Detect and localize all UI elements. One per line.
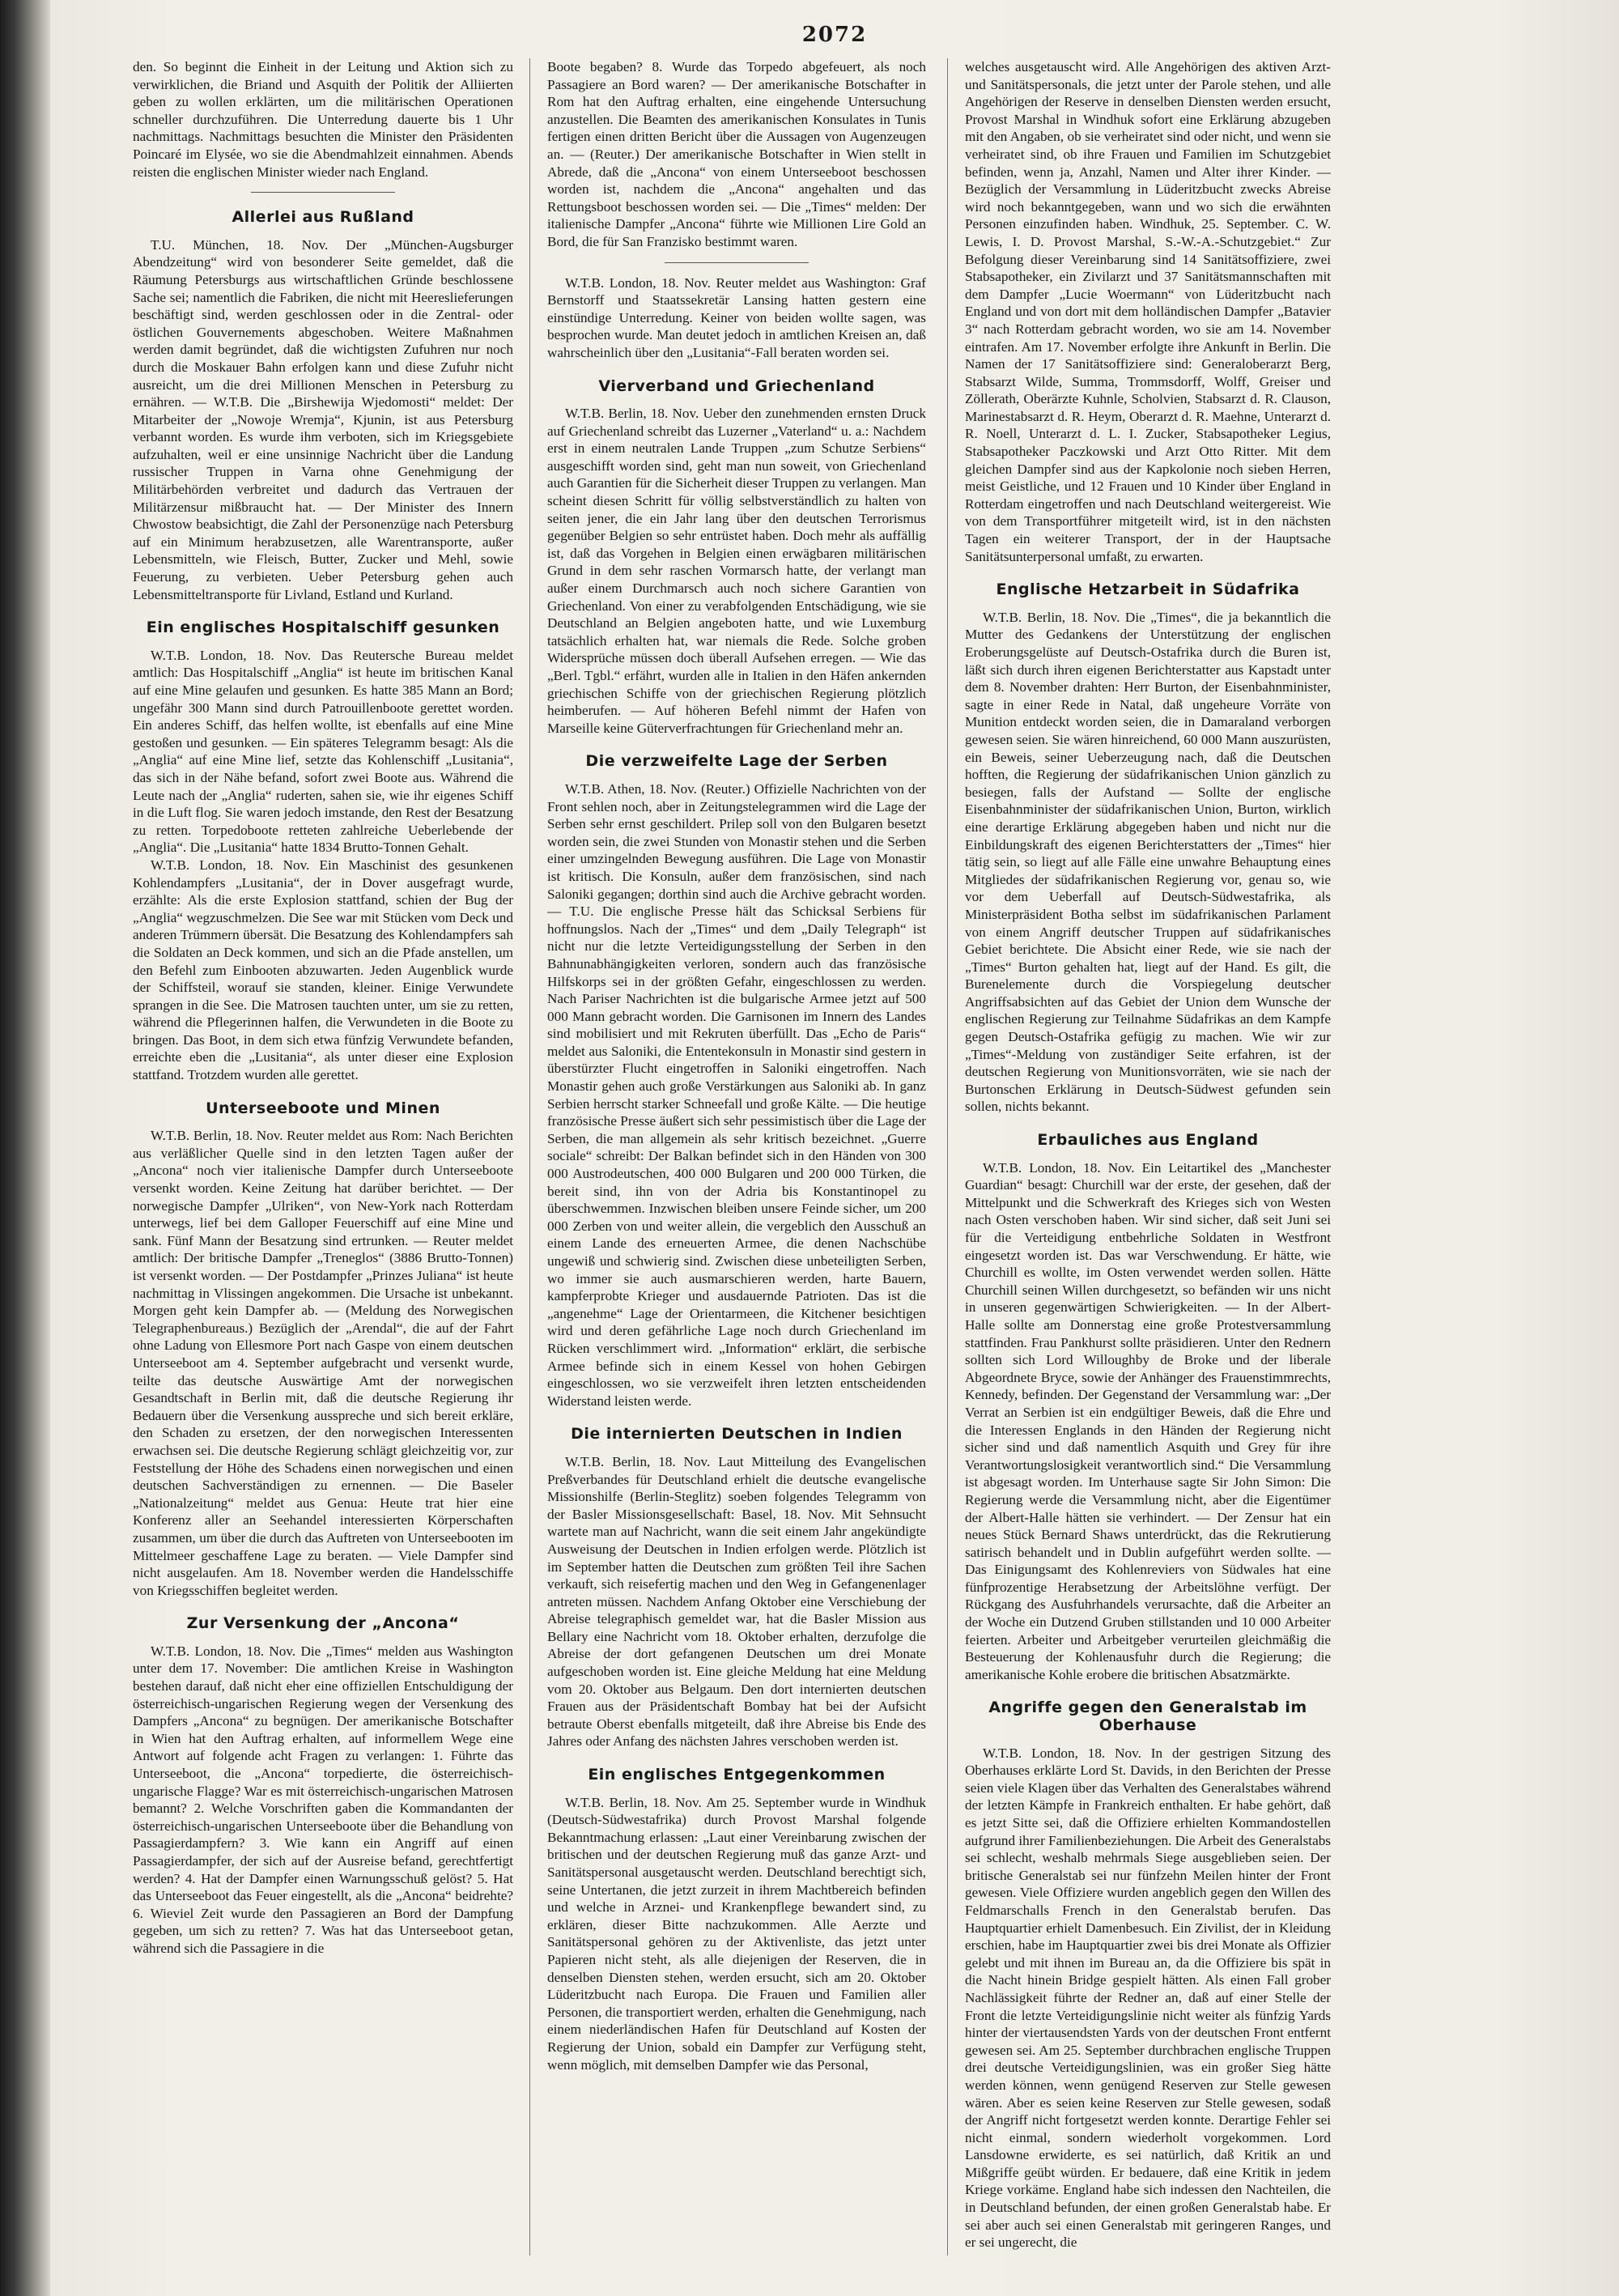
article-continuation: Boote begaben? 8. Wurde das Torpedo abgefeuert, als noch Passagiere an Bord waren? — Der amerikanische Botschafter in Rom hat den Auftrag erhalten, eine eingehende Untersuchung anzustellen. Die Beamten des amerikanischen Konsulates in Tunis fertigen einen dritten Bericht über die Aussagen von Augenzeugen an. — (Reuter.) Der amerikanische Botschafter in Wien stellt in Abrede, daß die „Ancona“ von einem Unterseeboot beschossen worden ist, nachdem die „Ancona“ angehalten und das Rettungsboot beschossen worden sei. — Die „Times“ melden: Der italienische Dampfer „Ancona“ führte wie Millionen Lire Gold an Bord, die für San Franzisko bestimmt waren. [547, 59, 926, 249]
article-text: W.T.B. London, 18. Nov. In der gestrigen Sitzung des Oberhauses erklärte Lord St. Davids, in den Berichten der Presse seien viele Klagen über das Verhalten des Generalstabes während der letzten Kämpfe in Frankreich enthalten. Er habe gehört, daß es jetzt Sitte sei, daß die Offiziere erhielten Kommandostellen aufgrund ihrer Familienbeziehungen. Die Arbeit des Generalstabs sei schlecht, weshalb mehrmals Siege ausgeblieben seien. Der britische Generalstab sei nur fünfzehn Meilen hinter der Front gewesen. Viele Offiziere wurden angeblich gegen den Willen des Feldmarschalls French in den Generalstab berufen. Das Hauptquartier erhielt Damenbesuch. Ein Zivilist, der in Kleidung erschien, habe im Hauptquartier zwei bis drei Monate als Offizier gelebt und mit ihnen im Bureau an, da die Offiziere bis spät in die Nacht hinein Bridge gespielt hätten. Als einen Fall grober Nachlässigkeit führte der Redner an, daß auf einer Stelle der Front die letzte Verteidigungslinie nicht weiter als fünfzig Yards hinter der viertausendsten Yards von der deutschen Front entfernt gewesen sei. Am 25. September durchbrachen englische Truppen drei deutsche Verteidigungslinien, was ein großer Sieg hätte werden können, wenn genügend Reserven zur Stelle gewesen wären. Aber es seien keine Reserven zur Stelle gewesen, sodaß der Angriff nicht fortgesetzt werden konnte. Derartige Fehler sei nicht einmal, sondern wiederholt vorgekommen. Lord Lansdowne erwiderte, es sei natürlich, daß Kritik an und Mißgriffe geübt würden. Er bedauere, daß eine Kritik in jedem Kriege vorkäme. England habe sich indessen den Nachteilen, die in Deutschland befunden, der einen großen Generalstab habe. Er sei aber auch sei einen Generalstab mit geringeren Ranges, und er sei ungerecht, die [965, 1745, 1331, 2251]
article-text: W.T.B. Athen, 18. Nov. (Reuter.) Offizielle Nachrichten von der Front sehlen noch, aber in Zeitungstelegrammen wird die Lage der Serben sehr ernst geschildert. Prilep soll von den Bulgaren besetzt worden sein, die zwei Stunden von Monastir stehen und die Serben einer umzingelnden Bewegung ausführen. Die Lage von Monastir ist kritisch. Die Konsuln, außer dem französischen, sind nach Saloniki gegangen; dorthin sind auch die Archive gebracht worden. — T.U. Die englische Presse hält das Schicksal Serbiens für hoffnungslos. Nach der „Times“ und dem „Daily Telegraph“ ist nicht nur die letzte Verteidigungsstellung der Serben in den Bahnunabhängigkeiten verloren, sondern auch das französische Hilfskorps sei in der größten Gefahr, eingeschlossen zu werden. Nach Pariser Nachrichten ist die bulgarische Armee jetzt auf 500 000 Mann gebracht worden. Die Garnisonen im Innern des Landes sind mobilisiert und mit Rekruten überfüllt. Das „Echo de Paris“ meldet aus Saloniki, die Ententekonsuln in Monastir sind gestern in überstürzter Flucht eingetroffen in Saloniki eingetroffen. Nach Monastir gehen auch große Verstärkungen aus Saloniki ab. In ganz Serbien herrscht starker Schneefall und große Kälte. — Die heutige französische Presse äußert sich sehr pessimistisch über die Lage der Serben, die man allgemein als sehr kritisch bezeichnet. „Guerre sociale“ schreibt: Der Balkan befindet sich in den Händen von 300 000 Austrodeutschen, 400 000 Bulgaren und 200 000 Türken, die bereit sind, ihn von der Adria bis Konstantinopel zu überschwemmen. Inzwischen bleiben unsere Feinde sicher, um 200 000 Zerben von und weiter allein, die vergeblich den Ausschuß an einem Lande des erneuerten Armee, die denen Nachschübe ungewiß und schwierig sind. Zwischen diese unbeteiligten Serben, wo immer sie auch ausmarschieren werden, harte Bauern, kampferprobte Krieger und ausdauernde Patrioten. Das ist die „angenehme“ Lage der Orientarmeen, die Kitchener besichtigen wird und deren gefährliche Lage noch durch Griechenland im Rücken verschlimmert wird. „Information“ erklärt, die serbische Armee befinde sich in einem Kessel von hohen Gebirgen eingeschlossen, wo sie verzweifelt ihren letzten entscheidenden Widerstand leisten werde. [547, 780, 926, 1409]
book-spine [0, 0, 50, 2296]
article-text: W.T.B. London, 18. Nov. Das Reutersche Bureau meldet amtlich: Das Hospitalschiff „Anglia“ ist heute im britischen Kanal auf eine Mine gelaufen und gesunken. Es hatte 385 Mann an Bord; ungefähr 300 Mann sind durch Patrouillenboote gerettet worden. Ein anderes Schiff, das helfen wollte, ist ebenfalls auf eine Mine gestoßen und gesunken. — Ein späteres Telegramm besagt: Als die „Anglia“ auf eine Mine lief, setzte das Kohlenschiff „Lusitania“, das sich in der Nähe befand, sofort zwei Boote aus. Während die Leute nach der „Anglia“ ruderten, sahen sie, wie ihr eigenes Schiff in die Luft flog. Sie waren jedoch imstande, den Rest der Besatzung zu retten. Torpedoboote retteten zahlreiche Ueberlebende der „Anglia“. Die „Lusitania“ hatte 1834 Brutto-Tonnen Gehalt. [133, 647, 513, 856]
article-text: W.T.B. London, 18. Nov. Reuter meldet aus Washington: Graf Bernstorff und Staatssekretär Lansing hatten gestern eine einstündige Unterredung. Keiner von beiden wollte sagen, was besprochen wurde. Man deutet jedoch in amtlichen Kreisen an, daß wahrscheinlich über den „Lusitania“-Fall beraten worden sei. [547, 274, 926, 360]
headline: Die internierten Deutschen in Indien [571, 1425, 903, 1444]
article-text: W.T.B. Berlin, 18. Nov. Reuter meldet aus Rom: Nach Berichten aus verläßlicher Quelle sind in den letzten Tagen außer der „Ancona“ noch vier italienische Dampfer durch Unterseeboote versenkt worden. Keine Zeitung hat darüber berichtet. — Der norwegische Dampfer „Ulriken“, von New-York nach Rotterdam unterwegs, lief bei dem Galloper Feuerschiff auf eine Mine und sank. Fünf Mann der Besatzung sind ertrunken. — Reuter meldet amtlich: Der britische Dampfer „Treneglos“ (3886 Brutto-Tonnen) ist versenkt worden. — Der Postdampfer „Prinzes Juliana“ ist heute nachmittag in Vlissingen angekommen. Die Ursache ist unbekannt. Morgen geht kein Dampfer ab. — (Meldung des Norwegischen Telegraphenbureaus.) Bezüglich der „Arendal“, die auf der Fahrt ohne Ladung von Ellesmore Port nach Gaspe von einem deutschen Unterseeboot am 4. September aufgebracht und versenkt wurde, teilte das deutsche Auswärtige Amt der norwegischen Gesandtschaft in Berlin mit, daß die deutsche Regierung ihr Bedauern über die Versenkung ausspreche und sich bereit erkläre, den Schaden zu ersetzen, der den norwegischen Interessenten erwachsen sei. Die deutsche Regierung schlägt gleichzeitig vor, zur Feststellung der Höhe des Schadens einen norwegischen und einen deutschen Sachverständigen zu ernennen. — Die Baseler „Nationalzeitung“ meldet aus Genua: Heute trat hier eine Konferenz aller an Seehandel interessierten Körperschaften zusammen, um über die durch das Auftreten von Unterseebooten im Mittelmeer geschaffene Lage zu beraten. — Viele Dampfer sind nicht ausgelaufen. Am 18. November werden die Handelsschiffe von Kriegsschiffen begleitet werden. [133, 1128, 513, 1598]
article-text: W.T.B. Berlin, 18. Nov. Ueber den zunehmenden ernsten Druck auf Griechenland schreibt das Luzerner „Vaterland“ u. a.: Nachdem erst in einem neutralen Lande Truppen „zum Schutze Serbiens“ ausgeschifft worden sind, geht man nun soweit, von Griechenland auch Garantien für die Sicherheit dieser Truppen zu verlangen. Man scheint diesen Schritt für völlig selbstverständlich zu halten von seiten jener, die ein Jahr lang über den deutschen Terrorismus gegenüber Belgien so sehr entrüstet haben. Doch mehr als auffällig ist, daß das Vorgehen in Belgien einen erwägbaren militärischen Grund in dem sehr raschen Vormarsch hatte, der verlangt man außer einem Durchmarsch auch noch sichere Garantien von Griechenland. Von einer zu verabfolgenden Entschädigung, wie sie Deutschland an Belgien angeboten hatte, und wie Luxemburg tatsächlich erhalten hat, war niemals die Rede. Solche groben Widersprüche müssen doch überall Aufsehen erregen. — Wie das „Berl. Tgbl.“ erfährt, wurden alle in Italien in den Häfen ankernden griechischen Schiffe von der griechischen Regierung plötzlich heimberufen. — Auf höheren Befehl nimmt der Hafen von Marseille keine Güterverfrachtungen für Griechenland mehr an. [547, 406, 926, 736]
headline: Erbauliches aus England [1037, 1131, 1259, 1150]
headline: Allerlei aus Rußland [232, 208, 414, 227]
article-text: W.T.B. London, 18. Nov. Ein Leitartikel des „Manchester Guardian“ besagt: Churchill war der erste, der gesehen, daß der Mittelpunkt und die Schwerkraft des Krieges sich von Westen nach Osten verschoben haben. Wir sind sicher, daß seit Juni sei für die Verteidigung entbehrliche Soldaten in Westfront eingesetzt worden ist. Das war Verschwendung. Er hätte, wie Churchill es wollte, im Osten verwendet werden sollen. Hätte Churchill seinen Willen durchgesetzt, so befänden wir uns nicht in unseren gegenwärtigen Schwierigkeiten. — In der Albert-Halle sollte am Donnerstag eine große Protestversammlung stattfinden. Frau Pankhurst sollte präsidieren. Unter den Rednern sollten sich Lord Willoughby de Broke und der liberale Abgeordnete Bryce, sowie der Anhänger des Frauenstimmrechts, Kennedy, befinden. Der Gegenstand der Versammlung war: „Der Verrat an Serbien ist ein endgültiger Beweis, daß die Ehre und die Interessen Englands in den Händen der Regierung nicht sicher sind und daß namentlich Asquith und Grey für ihre Verantwortungslosigkeit verantwortlich sind.“ Die Versammlung ist abgesagt worden. Im Unterhause sagte Sir John Simon: Die Regierung werde die Versammlung nicht, aber die Eigentümer der Albert-Halle hätten sie verhindert. — Der Zensur hat ein neues Stück Bernard Shaws unterdrückt, das die Rekrutierung satirisch behandelt und in Dublin aufgeführt werden sollte. — Das Einigungsamt des Kohlenreviers von Südwales hat eine fünfprozentige Herabsetzung der Arbeitslöhne verfügt. Der Rückgang des Ausfuhrhandels verursachte, daß die Arbeiter an der Woche ein Dutzend Gruben stillstanden und 10 000 Arbeiter feierten. Arbeiter und Arbeitgeber verurteilen gleichmäßig die Besteuerung der Kohlenausfuhr durch die Regierung; die amerikanische Kohle erobere die britischen Absatzmärkte. [965, 1159, 1331, 1682]
column-1 [133, 58, 513, 2256]
article-text: W.T.B. London, 18. Nov. Die „Times“ melden aus Washington unter dem 17. November: Die amtlichen Kreise in Washington bestehen darauf, daß nicht eher eine offiziellen Entschuldigung der österreichisch-ungarischen Regierung wegen der Versenkung des Dampfers „Ancona“ zu begnügen. Der amerikanische Botschafter in Wien hat den Auftrag erhalten, auf informellem Wege eine Antwort auf folgende acht Fragen zu verlangen: 1. Führte das Unterseeboot, die „Ancona“ torpedierte, die österreichisch-ungarische Flagge? War es mit österreichisch-ungarischen Matrosen bemannt? 2. Welche Vorschriften gaben die Kommandanten der österreichisch-ungarischen Unterseeboote über die Behandlung von Passagierdampfern? 3. Wie kann ein Angriff auf einen Passagierdampfer, der sich auf der Ausreise befand, gerechtfertigt werden? 4. Hat der Dampfer einen Warnungsschuß gelöst? 5. Hat das Unterseeboot das Feuer eingestellt, als die „Ancona“ beidrehte? 6. Wieviel Zeit wurde den Passagieren an Bord der Dampfung gegeben, um sich zu retten? 7. Was hat das Unterseeboot getan, während sich die Passagiere in die [133, 1643, 513, 1956]
article-text: T.U. München, 18. Nov. Der „München-Augsburger Abendzeitung“ wird von besonderer Seite gemeldet, daß die Räumung Petersburgs aus wirtschaftlichen Gründe beschlossene Sache sei; namentlich die Fabriken, die nicht mit Heereslieferungen beschäftigt sind, werden geschlossen oder in die Zentral- oder östlichen Gouvernements abgeschoben. Weitere Maßnahmen werden damit begründet, daß die wichtigsten Zufuhren nur noch durch die Moskauer Bahn erfolgen kann und diese Zufuhr nicht ausreicht, um die drei Millionen Menschen in Petersburg zu ernähren. — W.T.B. Die „Birshewija Wjedomosti“ meldet: Der Mitarbeiter der „Nowoje Wremja“, Kjunin, ist aus Petersburg verbannt worden. Es wurde ihm verboten, sich im Kriegsgebiete aufzuhalten, weil er eine unsinnige Nachricht über die Landung russischer Truppen in Varna ohne Genehmigung der Militärbehörden verbreitet und dadurch das Vertrauen der Militärzensur mißbraucht hat. — Der Minister des Innern Chwostow beabsichtigt, die Zahl der Personenzüge nach Petersburg auf ein Minimum herabzusetzen, alle Warentransporte, außer Lebensmitteln, wie Fleisch, Butter, Zucker und Mehl, sowie Feuerung, zu verbieten. Ueber Petersburg gehen auch Lebensmitteltransporte für Livland, Estland und Kurland. [133, 236, 513, 602]
headline: Die verzweifelte Lage der Serben [585, 752, 888, 771]
page-number: 2072 [801, 23, 868, 47]
headline: Unterseeboote und Minen [206, 1099, 440, 1117]
article-continuation: welches ausgetauscht wird. Alle Angehörigen des aktiven Arzt- und Sanitätspersonals, die jetzt unter der Parole stehen, und alle Angehörigen der Reserve in denselben Diensten werden ersucht, Provost Marshal in Windhuk sofort eine Erklärung abzugeben mit den Angaben, ob sie verheiratet sind oder nicht, und wenn sie verheiratet sind, ob ihre Frauen und Familien im Schutzgebiet befinden, wenn ja, Anzahl, Namen und Alter ihrer Kinder. — Bezüglich der Versammlung in Lüderitzbucht zwecks Abreise wird noch bekanntgegeben, wann und wo sich die erwähnten Personen einzufinden haben. Windhuk, 25. September. C. W. Lewis, I. D. Provost Marshal, S.-W.-A.-Schutzgebiet.“ Zur Befolgung dieser Vereinbarung sind 14 Sanitätsoffiziere, zwei Stabsapotheker, ein Zivilarzt und 37 Sanitätsmannschaften mit dem Dampfer „Lucie Woermann“ von Lüderitzbucht nach England und von dort mit dem holländischen Dampfer „Batavier 3“ nach Rotterdam gebracht worden, wo sie am 14. November eintrafen. Am 17. November erfolgte ihre Ankunft in Berlin. Die Namen der 17 Sanitätsoffiziere sind: Generaloberarzt Berg, Stabsarzt Wilde, Summa, Trommsdorff, Wolff, Greiser und Zöllerath, Oberärzte Kuhnle, Scholvien, Stabsarzt d. R. Clauson, Marinestabsarzt d. R. Heym, Oberarzt d. R. Maehne, Unterarzt d. R. Noell, Unterarzt d. L. I. Zucker, Stabsapotheker Legius, Stabsapotheker Paczkowski und Arzt Otto Ritter. Mit dem gleichen Dampfer sind aus der Kapkolonie noch sieben Herren, meist Geistliche, und 12 Frauen und 10 Kinder über England in Rotterdam eingetroffen und nach Deutschland weitergereist. Wie von dem Transportführer mitgeteilt wird, ist in den nächsten Tagen ein weiterer Transport, der in der Hauptsache Sanitätsunterpersonal umfaßt, zu erwarten. [965, 59, 1331, 564]
article-text: W.T.B. London, 18. Nov. Ein Maschinist des gesunkenen Kohlendampfers „Lusitania“, der in Dover ausgefragt wurde, erzählte: Als die erste Explosion stattfand, schien der Bug der „Anglia“ wegzuschmelzen. Die See war mit Stücken vom Deck und anderen Trümmern übersät. Die Besatzung des Kohlendampfers sah die Soldaten an Deck kommen, und sich an die Pfade anstellen, um den Befehl zum Einbooten abzuwarten. Jeden Augenblick wurde der Schiffsteil, worauf sie standen, kleiner. Einige Verwundete sprangen in die See. Die Matrosen tauchten unter, um sie zu retten, während die Pflegerinnen halfen, die Verwundeten in die Boote zu bringen. Das Boot, in dem sich etwa fünfzig Verwundete befanden, erreichte eben die „Lusitania“, als unter dieser eine Explosion stattfand. Trotzdem wurden alle gerettet. [133, 857, 513, 1083]
column-2 [547, 58, 926, 2256]
column-rule [947, 58, 948, 2256]
article-text: W.T.B. Berlin, 18. Nov. Am 25. September wurde in Windhuk (Deutsch-Südwestafrika) durch Provost Marshal folgende Bekanntmachung erlassen: „Laut einer Vereinbarung zwischen der britischen und der deutschen Regierung muß das ganze Arzt- und Sanitätspersonal ausgetauscht werden. Deutschland berechtigt sich, seine Untertanen, die jetzt zurzeit in ihrem Machtbereich befinden und welche in Arznei- und Krankenpflege bewandert sind, zu erklären, dieser Bitte nachzukommen. Alle Aerzte und Sanitätspersonal gehören zu der Aktivenliste, das jetzt unter Papieren nicht steht, als alle diejenigen der Reserven, die in denselben Diensten stehen, werden ersucht, sich am 20. Oktober Lüderitzbucht nach Europa. Die Frauen und Familien aller Personen, die transportiert werden, erhalten die Genehmigung, nach einem niederländischen Hafen für Deutschland auf Kosten der Regierung der Union, sobald ein Dampfer zur Verfügung steht, wenn möglich, mit demselben Dampfer wie das Personal, [547, 1794, 926, 2073]
article-continuation: den. So beginnt die Einheit in der Leitung und Aktion sich zu verwirklichen, die Briand und Asquith der Politik der Alliierten geben zu wollen erklärten, um die militärischen Operationen schneller durchzuführen. Die Unterredung dauerte bis 1 Uhr nachmittags. Nachmittags besuchten die Minister den Präsidenten Poincaré im Elysée, wo sie die Abendmahlzeit einnahmen. Abends reisten die englischen Minister wieder nach England. [133, 59, 513, 180]
column-rule [529, 58, 530, 2256]
column-3 [965, 58, 1331, 2256]
headline: Ein englisches Hospitalschiff gesunken [146, 619, 500, 637]
separator [251, 192, 396, 193]
separator [665, 262, 809, 263]
article-text: W.T.B. Berlin, 18. Nov. Laut Mitteilung des Evangelischen Preßverbandes für Deutschland erhielt die deutsche evangelische Missionshilfe (Berlin-Steglitz) soeben folgendes Telegramm von der Basler Missionsgesellschaft: Basel, 18. Nov. Mit Sehnsucht wartete man auf Nachricht, wann die seit einem Jahr angekündigte Ausweisung der Deutschen in Indien erfolgen werde. Plötzlich ist im September hatten die Deutschen zum größten Teil ihre Sachen verkauft, sich reisefertig machen und den Weg in Gefangenenlager antreten müssen. Nachdem Anfang Oktober eine Verschiebung der Abreise telegraphisch gemeldet war, hat die Basler Mission aus Bellary eine Nachricht vom 18. Oktober erhalten, derzufolge die Abreise der dort gefangenen Deutschen um drei Monate aufgeschoben worden ist. Eine gleiche Meldung hat eine Meldung vom 20. Oktober aus Belgaum. Den dort internierten deutschen Frauen aus der Präsidentschaft Bombay hat bei der Aufsicht betraute Oberst ebenfalls mitgeteilt, daß ihre Abreise bis Ende des Jahres oder Anfang des nächsten Jahres verschoben werden ist. [547, 1453, 926, 1750]
headline: Ein englisches Entgegenkommen [588, 1766, 886, 1784]
headline: Angriffe gegen den Generalstab im Oberhause [988, 1699, 1307, 1735]
headline: Englische Hetzarbeit in Südafrika [996, 580, 1300, 599]
article-text: W.T.B. Berlin, 18. Nov. Die „Times“, die ja bekanntlich die Mutter des Gedankens der Unterstützung der englischen Eroberungsgelüste auf Deutsch-Ostafrika durch die Buren ist, läßt sich durch ihren eigenen Berichterstatter aus Kapstadt unter dem 8. November drahten: Herr Burton, der Eisenbahnminister, sagte in einer Rede in Natal, daß ungeheure Vorräte von Munition entdeckt worden seien, die in Damaraland verborgen gewesen seien. Sie wären hinreichend, 60 000 Mann auszurüsten, ein Beweis, seiner Ueberzeugung nach, daß die Deutschen hofften, die Regierung der südafrikanischen Union gänzlich zu besiegen, falls der Aufstand — Sollte der englische Eisenbahnminister der südafrikanischen Union, Burton, wirklich eine derartige Erklärung abgegeben haben und nicht nur die Einbildungskraft des eigenen Berichterstatters der „Times“ hier tätig sein, so liegt auf alle Fälle eine unwahre Behauptung eines Mitgliedes der südafrikanischen Regierung vor, genau so, wie vor dem Ueberfall auf Deutsch-Südwestafrika, als Ministerpräsident Botha selbst im südafrikanischen Parlament von einem Angriff deutscher Truppen auf südafrikanisches Gebiet berichtete. Die Absicht einer Rede, wie sie nach der „Times“ Burton gehalten hat, liegt auf der Hand. Es gilt, die Burenelemente durch die Vorspiegelung deutscher Angriffsabsichten auf das Gebiet der Union dem Wunsche der englischen Regierung zur Teilnahme Südafrikas an dem Kampfe gegen Deutsch-Ostafrika gefügig zu machen. Wie wir zur „Times“-Meldung von zuständiger Seite erfahren, ist der deutschen Regierung von Munitionsvorräten, wie sie nach der Burtonschen Erklärung in Deutsch-Südwest gefunden sein sollen, nichts bekannt. [965, 609, 1331, 1115]
headline: Zur Versenkung der „Ancona“ [186, 1614, 460, 1633]
newspaper-page [50, 0, 1619, 2296]
headline: Vierverband und Griechenland [598, 376, 875, 395]
